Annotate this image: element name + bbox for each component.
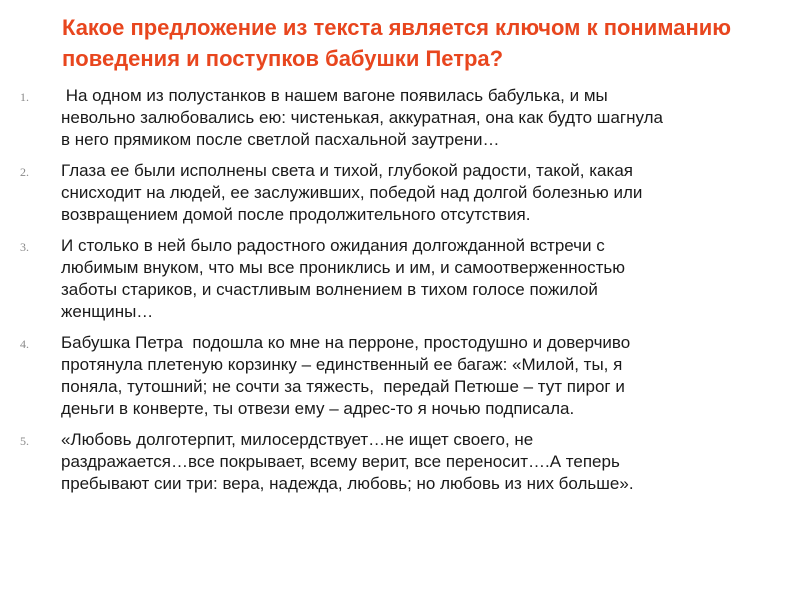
item-number: 1. xyxy=(20,90,29,104)
item-number: 5. xyxy=(20,434,29,448)
item-text xyxy=(61,85,781,151)
list-item xyxy=(0,235,800,323)
item-text xyxy=(61,332,781,420)
text-line: в него прямиком после светлой пасхальной заутрени… xyxy=(61,130,500,149)
item-text xyxy=(61,160,781,226)
list-item xyxy=(0,429,800,495)
text-line: снисходит на людей, ее заслуживших, победой над долгой болезнью или xyxy=(61,183,643,202)
text-line: «Любовь долготерпит, милосердствует…не ищет своего, не xyxy=(61,430,534,449)
list-item xyxy=(0,160,800,226)
list-item xyxy=(0,332,800,420)
text-line: невольно залюбовались ею: чистенькая, аккуратная, она как будто шагнула xyxy=(61,108,663,127)
text-line: Бабушка Петра подошла ко мне на перроне, простодушно и доверчиво xyxy=(61,333,631,352)
sentence-list xyxy=(0,85,800,504)
slide-title: Какое предложение из текста является ключом к пониманию поведения и поступков бабушки Петра? xyxy=(62,15,732,71)
text-line: женщины… xyxy=(61,302,154,321)
text-line: На одном из полустанков в нашем вагоне появилась бабулька, и мы xyxy=(61,86,608,105)
item-text xyxy=(61,235,781,323)
text-line: любимым внуком, что мы все прониклись и им, и самоотверженностью xyxy=(61,258,625,277)
item-number: 3. xyxy=(20,240,29,254)
text-line: раздражается…все покрывает, всему верит, все переносит….А теперь xyxy=(61,452,620,471)
text-line: возвращением домой после продолжительного отсутствия. xyxy=(61,205,531,224)
item-number: 4. xyxy=(20,337,29,351)
item-number: 2. xyxy=(20,165,29,179)
text-line: поняла, тутошний; не сочти за тяжесть, передай Петюше – тут пирог и xyxy=(61,377,625,396)
list-item xyxy=(0,85,800,151)
text-line: Глаза ее были исполнены света и тихой, глубокой радости, такой, какая xyxy=(61,161,633,180)
text-line: заботы стариков, и счастливым волнением в тихом голосе пожилой xyxy=(61,280,598,299)
item-text xyxy=(61,429,781,495)
text-line: И столько в ней было радостного ожидания долгожданной встречи с xyxy=(61,236,605,255)
text-line: пребывают сии три: вера, надежда, любовь; но любовь из них больше». xyxy=(61,474,634,493)
text-line: протянула плетеную корзинку – единственный ее багаж: «Милой, ты, я xyxy=(61,355,623,374)
text-line: деньги в конверте, ты отвези ему – адрес-то я ночью подписала. xyxy=(61,399,575,418)
